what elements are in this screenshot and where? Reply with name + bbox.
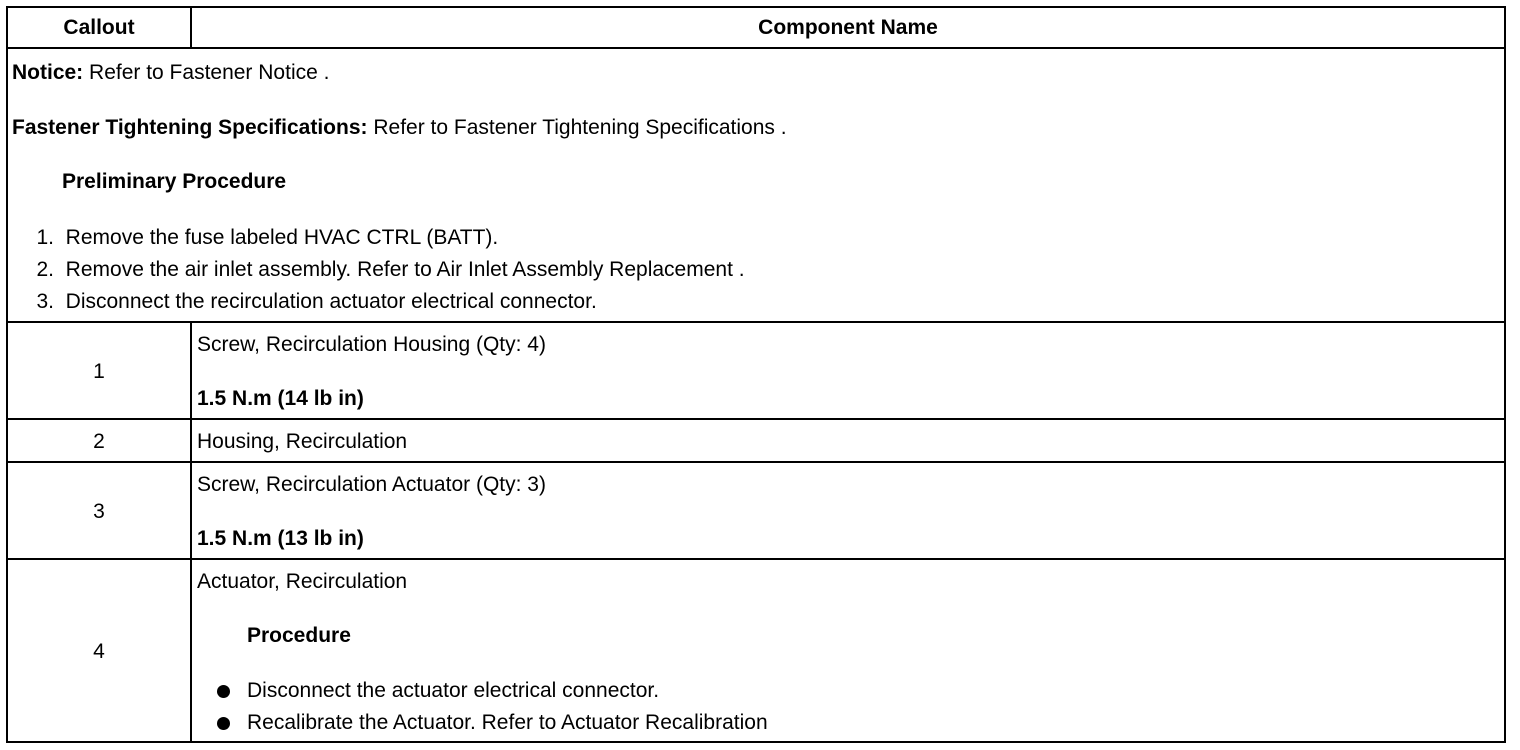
table-row (8, 560, 1504, 743)
procedure-title: Procedure (247, 624, 351, 647)
notice-text: Refer to Fastener Notice . (83, 61, 330, 84)
table-row (8, 463, 1504, 558)
notice-line (12, 61, 329, 85)
spec-label: Fastener Tightening Specifications: (12, 116, 368, 139)
spec-text: Refer to Fastener Tightening Specifications . (367, 116, 787, 139)
callout-number: 4 (93, 640, 105, 663)
bullet-icon (217, 717, 230, 730)
component-name: Actuator, Recirculation (197, 570, 408, 593)
spec-line (12, 116, 787, 140)
callout-header: Callout (63, 16, 135, 39)
procedure-step: 1. Remove the fuse labeled HVAC CTRL (BATT). (36, 226, 499, 249)
callout-number: 3 (93, 500, 105, 523)
table-row (8, 323, 1504, 418)
procedure-bullet: Disconnect the actuator electrical connector. (247, 679, 660, 702)
component-name: Housing, Recirculation (197, 430, 408, 453)
bullet-icon (217, 685, 230, 698)
torque-spec: 1.5 N.m (13 lb in) (197, 527, 364, 550)
component-name-header: Component Name (758, 16, 938, 39)
table-row (8, 420, 1504, 461)
procedure-step: 3. Disconnect the recirculation actuator electrical connector. (36, 290, 597, 313)
torque-spec: 1.5 N.m (14 lb in) (197, 387, 364, 410)
table-header-row (8, 8, 1504, 48)
component-name: Screw, Recirculation Actuator (Qty: 3) (197, 473, 546, 496)
procedure-step: 2. Remove the air inlet assembly. Refer to Air Inlet Assembly Replacement . (36, 258, 745, 281)
procedure-bullet: Recalibrate the Actuator. Refer to Actuator Recalibration (247, 711, 768, 734)
intro-section (8, 49, 1504, 321)
notice-label: Notice: (12, 61, 84, 84)
preliminary-procedure-title: Preliminary Procedure (62, 170, 287, 193)
component-name: Screw, Recirculation Housing (Qty: 4) (197, 333, 546, 356)
component-table (6, 6, 1506, 743)
callout-number: 1 (93, 360, 105, 383)
callout-number: 2 (93, 430, 105, 453)
